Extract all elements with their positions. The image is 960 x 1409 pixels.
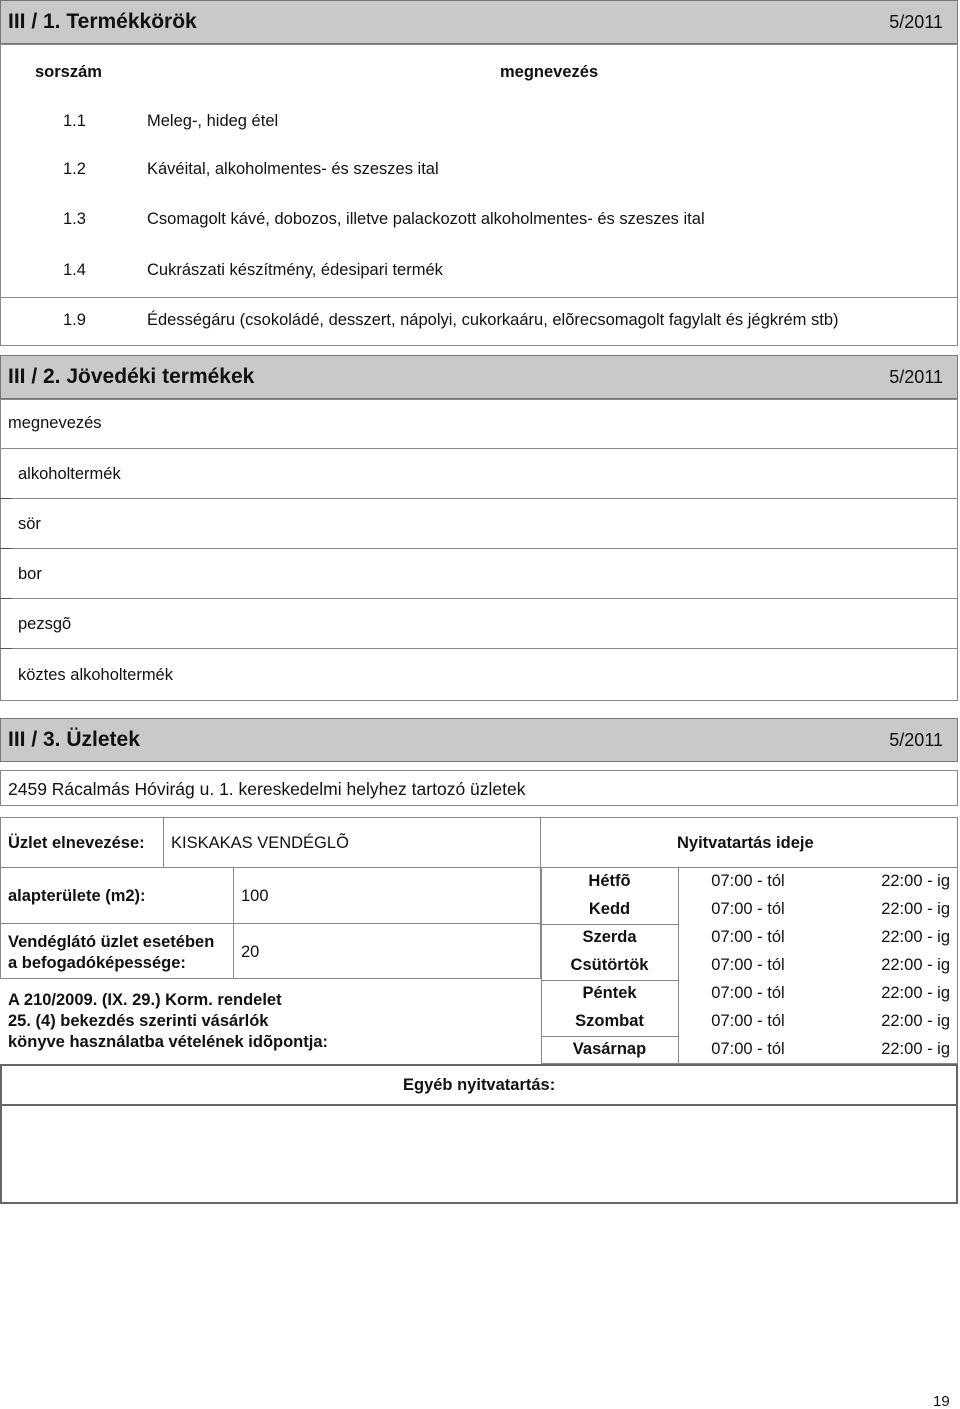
table-row-name: Kávéital, alkoholmentes- és szeszes ital [147, 160, 439, 178]
excise-col-header: megnevezés [8, 414, 102, 432]
hours-to: 22:00 - ig [881, 928, 950, 946]
section1-code: 5/2011 [889, 12, 943, 32]
list-item: alkoholtermék [18, 465, 121, 483]
excise-list [0, 449, 958, 701]
other-hours-label: Egyéb nyitvatartás: [403, 1076, 556, 1094]
page-number: 19 [933, 1393, 950, 1409]
hours-from: 07:00 - tól [711, 928, 785, 946]
row-tick [0, 648, 12, 649]
list-item: bor [18, 565, 42, 583]
hours-row [541, 896, 958, 924]
hours-from: 07:00 - tól [711, 900, 785, 918]
section1-header [0, 0, 958, 44]
hours-row [541, 1036, 958, 1064]
row-divider [0, 498, 958, 499]
hours-day: Péntek [582, 984, 637, 1002]
decree-line-1: A 210/2009. (IX. 29.) Korm. rendelet [8, 991, 282, 1009]
table-row-name: Cukrászati készítmény, édesipari termék [147, 261, 443, 279]
section1-title-text: Termékkörök [66, 10, 197, 33]
table-row-num: 1.9 [63, 311, 86, 329]
hours-from: 07:00 - tól [711, 1040, 785, 1058]
hours-to: 22:00 - ig [881, 872, 950, 890]
table-row-num: 1.1 [63, 112, 86, 130]
row-divider [0, 297, 958, 298]
product-table [0, 44, 958, 346]
hours-from: 07:00 - tól [711, 872, 785, 890]
section2-header [0, 355, 958, 399]
hours-row [541, 1008, 958, 1036]
table-row-name: Csomagolt kávé, dobozos, illetve palackozott alkoholmentes- és szeszes ital [147, 210, 705, 228]
hours-row [541, 924, 958, 952]
shop-name-label: Üzlet elnevezése: [8, 834, 145, 852]
table-row-num: 1.3 [63, 210, 86, 228]
decree-line-2: 25. (4) bekezdés szerinti vásárlók [8, 1012, 269, 1030]
section3-title [8, 728, 140, 752]
section3-prefix: III / 3. [8, 728, 61, 751]
hours-day: Csütörtök [570, 956, 649, 974]
hours-day: Szombat [575, 1012, 644, 1030]
col-megnevezes-header: megnevezés [500, 63, 599, 81]
hours-from: 07:00 - tól [711, 984, 785, 1002]
area-label: alapterülete (m2): [8, 887, 146, 905]
section2-prefix: III / 2. [8, 365, 61, 388]
excise-header-row [0, 399, 958, 449]
section2-title [8, 365, 254, 389]
hours-day: Vasárnap [572, 1040, 647, 1058]
row-tick [0, 498, 12, 499]
hours-from: 07:00 - tól [711, 956, 785, 974]
hours-to: 22:00 - ig [881, 1040, 950, 1058]
hours-to: 22:00 - ig [881, 900, 950, 918]
section3-code: 5/2011 [889, 730, 943, 750]
row-divider [0, 648, 958, 649]
row-divider [0, 1104, 958, 1106]
section1-title [8, 10, 197, 34]
table-row-name: Édességáru (csokoládé, desszert, nápolyi, cukorkaáru, elõrecsomagolt fagylalt és jégkrém stb) [147, 311, 839, 329]
capacity-label-2: a befogadóképessége: [8, 954, 186, 972]
hours-day: Kedd [588, 900, 631, 918]
hours-row [541, 980, 958, 1008]
table-row-num: 1.2 [63, 160, 86, 178]
hours-day: Szerda [582, 928, 637, 946]
row-tick [0, 548, 12, 549]
hours-row [541, 952, 958, 980]
shop-name-value: KISKAKAS VENDÉGLÕ [171, 834, 349, 852]
capacity-label-1: Vendéglátó üzlet esetében [8, 933, 215, 951]
area-value: 100 [241, 887, 269, 905]
row-tick [0, 598, 12, 599]
col-divider [163, 817, 164, 868]
section2-code: 5/2011 [889, 367, 943, 387]
table-row-name: Meleg-, hideg étel [147, 112, 279, 130]
row-divider [0, 598, 958, 599]
opening-hours-label: Nyitvatartás ideje [677, 834, 814, 852]
row-divider [0, 548, 958, 549]
section1-prefix: III / 1. [8, 10, 61, 33]
hours-to: 22:00 - ig [881, 956, 950, 974]
hours-day: Hétfõ [588, 872, 631, 890]
hours-from: 07:00 - tól [711, 1012, 785, 1030]
decree-line-3: könyve használatba vételének idõpontja: [8, 1033, 329, 1051]
section3-title-text: Üzletek [66, 728, 140, 751]
hours-to: 22:00 - ig [881, 1012, 950, 1030]
hours-row [541, 868, 958, 896]
table-row-num: 1.4 [63, 261, 86, 279]
shop-address: 2459 Rácalmás Hóvirág u. 1. kereskedelmi helyhez tartozó üzletek [8, 779, 526, 799]
list-item: köztes alkoholtermék [18, 666, 173, 684]
list-item: pezsgõ [18, 615, 72, 633]
col-sorszam-header: sorszám [35, 63, 102, 81]
section3-header [0, 718, 958, 762]
col-divider [540, 817, 541, 868]
section2-title-text: Jövedéki termékek [66, 365, 255, 388]
capacity-value: 20 [241, 943, 260, 961]
hours-to: 22:00 - ig [881, 984, 950, 1002]
list-item: sör [18, 515, 41, 533]
